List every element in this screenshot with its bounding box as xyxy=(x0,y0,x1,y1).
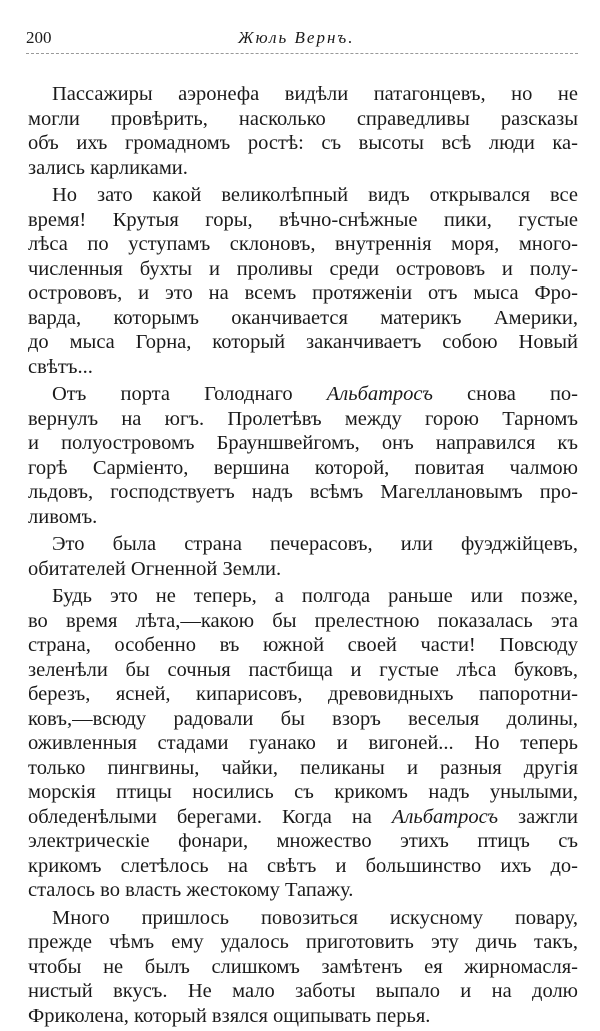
text-line: Пассажиры аэронефа видѣли патагонцевъ, но не xyxy=(52,83,578,105)
text-line: лѣса по уступамъ склоновъ, внутреннія моря, много- xyxy=(28,233,578,255)
page-header xyxy=(26,28,578,48)
text-line: ковъ,—всюду радовали бы взоръ веселыя долины, xyxy=(28,707,578,730)
text-line: Это была страна печерасовъ, или фуэджійцевъ, xyxy=(52,533,578,555)
text-line: численныя бухты и проливы среди острововъ и полу- xyxy=(28,257,578,280)
page-body xyxy=(28,82,578,1031)
text-line: обитателей Огненной Земли. xyxy=(28,557,282,580)
text-line: объ ихъ громадномъ ростѣ: съ высоты всѣ люди ка- xyxy=(28,132,578,154)
running-title: Жюль Вернъ. xyxy=(238,28,355,47)
text-line: Фриколена, который взялся ощипывать перья. xyxy=(28,1004,431,1027)
text-line: обледенѣлыми берегами. Когда на Альбатросъ зажгли xyxy=(28,805,578,828)
text-line: ливомъ. xyxy=(28,505,98,528)
text-line: Отъ порта Голоднаго Альбатросъ снова по- xyxy=(52,383,578,405)
paragraph xyxy=(28,906,578,1029)
text-line: страна, особенно въ южной своей части! Повсюду xyxy=(28,634,578,656)
text-line: могли провѣрить, насколько справедливы разсказы xyxy=(28,107,578,130)
text-line: крикомъ слетѣлось на свѣтъ и большинство ихъ до- xyxy=(28,854,578,877)
text-line: прежде чѣмъ ему удалось приготовить эту дичь такъ, xyxy=(28,931,578,953)
text-line: и полуостровомъ Брауншвейгомъ, онъ направился къ xyxy=(28,432,578,454)
text-line: морскія птицы носились съ крикомъ надъ унылыми, xyxy=(28,781,578,803)
text-line: оживленныя стадами гуанако и вигоней... Но теперь xyxy=(28,732,578,754)
text-line: зеленѣли бы сочныя пастбища и густые лѣса буковъ, xyxy=(28,658,578,681)
paragraph xyxy=(28,183,578,379)
ship-name: Альбатросъ xyxy=(326,383,433,405)
paragraph xyxy=(28,382,578,529)
text-line: вернулъ на югъ. Пролетѣвъ между горою Тарномъ xyxy=(28,407,578,430)
paragraph xyxy=(28,532,578,581)
text-line: во время лѣта,—какою бы прелестною показалась эта xyxy=(28,609,578,632)
text-line: только пингвины, чайки, пеликаны и разныя другія xyxy=(28,756,578,779)
text-line: до мыса Горна, который заканчиваетъ собою Новый xyxy=(28,331,578,353)
text-line: нистый вкусъ. Не мало заботы выпало и на долю xyxy=(28,980,578,1002)
text-line: зались карликами. xyxy=(28,156,188,179)
header-rule xyxy=(26,53,578,54)
text-line: чтобы не былъ слишкомъ замѣтенъ ея жирномасля- xyxy=(28,955,578,978)
text-line: острововъ, и это на всемъ протяженіи отъ мыса Фро- xyxy=(28,282,578,304)
page-number: 200 xyxy=(26,28,52,47)
text-line: горѣ Сарміенто, вершина которой, повитая чалмою xyxy=(28,456,578,479)
text-line: Но зато какой великолѣпный видъ открывался все xyxy=(52,184,578,206)
text-line: Будь это не теперь, а полгода раньше или позже, xyxy=(52,585,578,607)
ship-name: Альбатросъ xyxy=(391,805,499,828)
text-line: время! Крутыя горы, вѣчно-снѣжные пики, густые xyxy=(28,208,578,231)
paragraph xyxy=(28,584,578,903)
text-line: льдовъ, господствуетъ надъ всѣмъ Магеллановымъ про- xyxy=(28,481,578,503)
paragraph xyxy=(28,82,578,180)
text-line: березъ, ясней, кипарисовъ, древовидныхъ папоротни- xyxy=(28,683,578,705)
text-line: свѣтъ... xyxy=(28,355,93,378)
text-line: Много пришлось повозиться искусному повару, xyxy=(52,906,578,929)
text-line: электрическіе фонари, множество этихъ птицъ съ xyxy=(28,830,578,852)
text-line: сталось во власть жестокому Тапажу. xyxy=(28,879,354,901)
text-line: варда, которымъ оканчивается материкъ Америки, xyxy=(28,306,578,329)
